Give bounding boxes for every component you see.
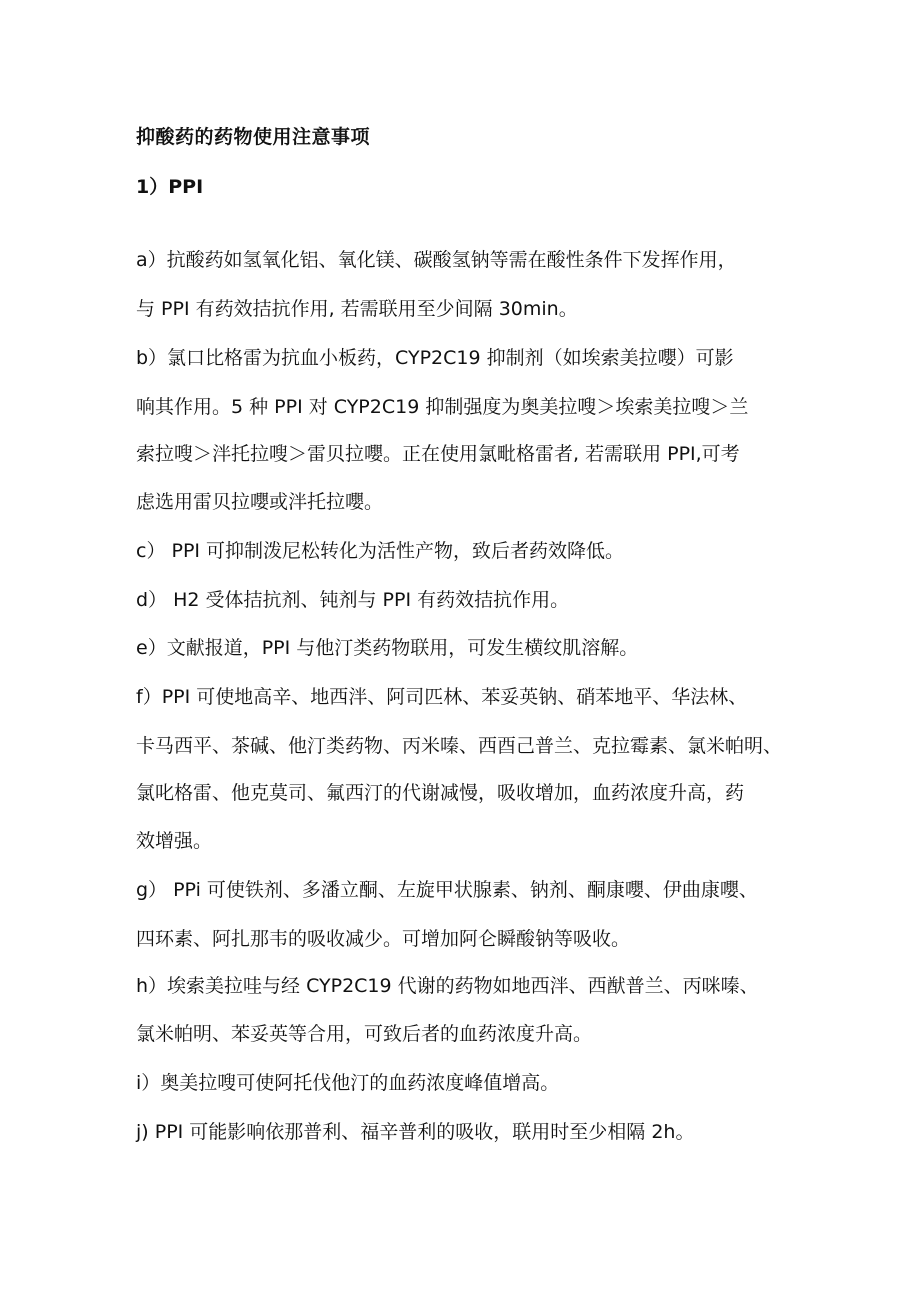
paragraph-line: 四环素、阿扎那韦的吸收减少。可增加阿仑瞬酸钠等吸收。 (136, 928, 631, 950)
paragraph-line: h）埃索美拉哇与经 CYP2C19 代谢的药物如地西泮、西猷普兰、丙咪嗪、 (136, 975, 759, 997)
paragraph-line: 氯米帕明、苯妥英等合用，可致后者的血药浓度升高。 (136, 1023, 593, 1045)
paragraph-line: e）文献报道，PPI 与他汀类药物联用，可发生横纹肌溶解。 (136, 637, 639, 659)
paragraph-line: 响其作用。5 种 PPI 对 CYP2C19 抑制强度为奥美拉嗖＞埃索美拉嗖＞兰 (136, 396, 749, 418)
paragraph-line: b）氯口比格雷为抗血小板药，CYP2C19 抑制剂（如埃索美拉嚶）可影 (136, 347, 734, 369)
paragraph-line: c） PPI 可抑制泼尼松转化为活性产物，致后者药效降低。 (136, 540, 625, 562)
section-heading: 1）PPI (136, 176, 204, 198)
paragraph-line: 与 PPI 有药效拮抗作用, 若需联用至少间隔 30min。 (136, 298, 578, 320)
paragraph-line: d） H2 受体拮抗剂、钝剂与 PPI 有药效拮抗作用。 (136, 589, 570, 611)
paragraph-line: i）奥美拉嗖可使阿托伐他汀的血药浓度峰值增高。 (136, 1072, 560, 1094)
paragraph-line: 氯叱格雷、他克莫司、氟西汀的代谢减慢，吸收增加，血药浓度升高，药 (136, 782, 745, 804)
paragraph-line: g） PPi 可使铁剂、多潘立酮、左旋甲状腺素、钠剂、酮康嚶、伊曲康嚶、 (136, 879, 758, 901)
document-title: 抑酸药的药物使用注意事项 (136, 126, 371, 148)
paragraph-line: 卡马西平、茶碱、他汀类药物、丙米嗪、西酉己普兰、克拉霉素、氯米帕明、 (136, 735, 783, 757)
paragraph-line: 效增强。 (136, 830, 213, 852)
paragraph-line: 虑选用雷贝拉嚶或泮托拉嚶。 (136, 491, 384, 513)
paragraph-line: a）抗酸药如氢氧化铝、氧化镁、碳酸氢钠等需在酸性条件下发挥作用， (136, 249, 737, 271)
paragraph-line: j) PPI 可能影响依那普利、福辛普利的吸收，联用时至少相隔 2h。 (136, 1121, 695, 1143)
paragraph-line: 索拉嗖＞泮托拉嗖＞雷贝拉嚶。正在使用氯毗格雷者, 若需联用 PPI,可考 (136, 443, 740, 465)
paragraph-line: f）PPI 可使地高辛、地西泮、阿司匹林、苯妥英钠、硝苯地平、华法林、 (136, 686, 748, 708)
